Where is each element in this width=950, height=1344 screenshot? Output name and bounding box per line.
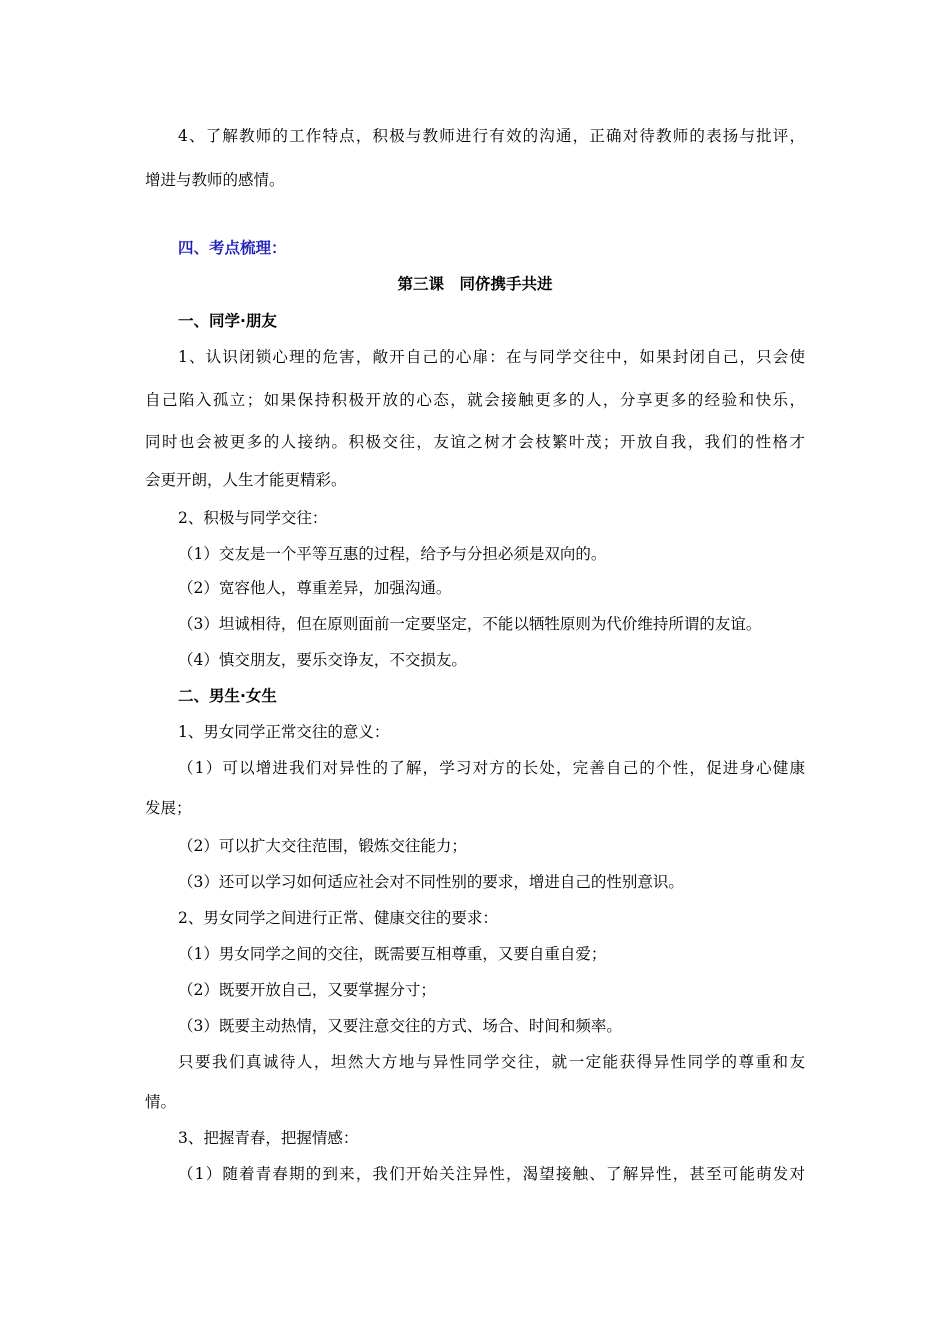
- paragraph-line: 3、把握青春，把握情感：: [178, 1129, 359, 1147]
- paragraph-line: 只要我们真诚待人，坦然大方地与异性同学交往，就一定能获得异性同学的尊重和友: [178, 1053, 805, 1071]
- list-item: （1）随着青春期的到来，我们开始关注异性，渴望接触、了解异性，甚至可能萌发对: [178, 1165, 805, 1183]
- paragraph-line: 情。: [145, 1093, 177, 1111]
- list-item: （3）坦诚相待，但在原则面前一定要坚定，不能以牺牲原则为代价维持所谓的友谊。: [178, 615, 762, 633]
- subheading-boys-girls: 二、男生·女生: [178, 687, 277, 705]
- list-item: （2）宽容他人，尊重差异，加强沟通。: [178, 579, 452, 597]
- paragraph-line: 1、认识闭锁心理的危害，敞开自己的心扉：在与同学交往中，如果封闭自己，只会使: [178, 348, 805, 366]
- list-item: （1）可以增进我们对异性的了解，学习对方的长处，完善自己的个性，促进身心健康: [178, 759, 805, 777]
- list-item: （1）男女同学之间的交往，既需要互相尊重，又要自重自爱；: [178, 945, 607, 963]
- list-item: （2）可以扩大交往范围，锻炼交往能力；: [178, 837, 467, 855]
- paragraph-line: 增进与教师的感情。: [145, 171, 285, 189]
- subheading-classmates-friends: 一、同学·朋友: [178, 312, 277, 330]
- list-item-continuation: 发展；: [145, 799, 192, 817]
- list-item: （1）交友是一个平等互惠的过程，给予与分担必须是双向的。: [178, 545, 607, 563]
- list-item: （4）慎交朋友，要乐交诤友，不交损友。: [178, 651, 467, 669]
- paragraph-line: 会更开朗，人生才能更精彩。: [145, 471, 347, 489]
- paragraph-line: 2、积极与同学交往：: [178, 509, 328, 527]
- section-heading: 四、考点梳理：: [178, 239, 287, 257]
- list-item: （3）既要主动热情，又要注意交往的方式、场合、时间和频率。: [178, 1017, 622, 1035]
- list-item: （3）还可以学习如何适应社会对不同性别的要求，增进自己的性别意识。: [178, 873, 684, 891]
- paragraph-line: 4、了解教师的工作特点，积极与教师进行有效的沟通，正确对待教师的表扬与批评，: [178, 127, 805, 145]
- list-item: （2）既要开放自己，又要掌握分寸；: [178, 981, 436, 999]
- lesson-title: 第三课 同侪携手共进: [397, 275, 553, 293]
- paragraph-line: 1、男女同学正常交往的意义：: [178, 723, 390, 741]
- paragraph-line: 2、男女同学之间进行正常、健康交往的要求：: [178, 909, 498, 927]
- paragraph-line: 自己陷入孤立；如果保持积极开放的心态，就会接触更多的人，分享更多的经验和快乐，: [145, 391, 805, 409]
- paragraph-line: 同时也会被更多的人接纳。积极交往，友谊之树才会枝繁叶茂；开放自我，我们的性格才: [145, 433, 805, 451]
